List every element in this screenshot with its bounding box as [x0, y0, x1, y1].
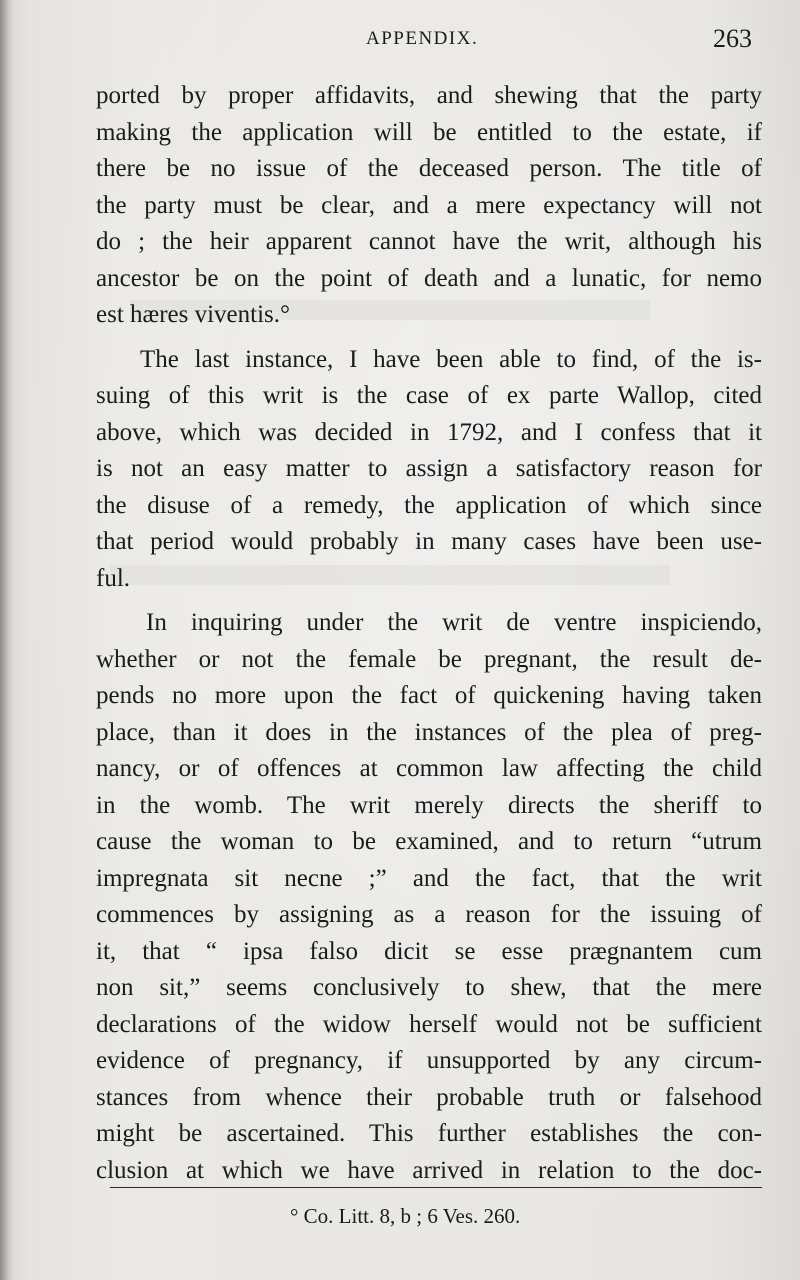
body-text — [96, 78, 762, 1189]
text-line: commences by assigning as a reason for the issuing of — [96, 901, 762, 928]
text-line: that period would probably in many cases have been use- — [96, 528, 762, 555]
footnote-rule — [110, 1187, 762, 1188]
text-line: ancestor be on the point of death and a lunatic, for nemo — [96, 264, 762, 292]
text-line: above, which was decided in 1792, and I confess that it — [96, 418, 762, 446]
text-line: ported by proper affidavits, and shewing that the party — [96, 82, 762, 109]
page-number: 263 — [713, 24, 752, 53]
text-line: cause the woman to be examined, and to return “utrum — [96, 828, 762, 855]
text-line: place, than it does in the instances of the plea of preg- — [96, 718, 762, 746]
text-line: stances from whence their probable truth or falsehood — [96, 1083, 762, 1111]
running-head — [0, 24, 800, 64]
text-line: there be no issue of the deceased person. The title of — [96, 155, 762, 182]
text-line: the party must be clear, and a mere expectancy will not — [96, 191, 762, 219]
text-line: in the womb. The writ merely directs the sheriff to — [96, 791, 762, 819]
text-line: the disuse of a remedy, the application of which since — [96, 491, 762, 519]
text-line: non sit,” seems conclusively to shew, that the mere — [96, 974, 762, 1001]
text-line: impregnata sit necne ;” and the fact, that the writ — [96, 864, 762, 892]
text-line: suing of this writ is the case of ex parte Wallop, cited — [96, 382, 762, 409]
text-line: nancy, or of offences at common law affecting the child — [96, 755, 762, 782]
page-binding-shadow — [0, 0, 14, 1280]
text-line: pends no more upon the fact of quickening having taken — [96, 682, 762, 709]
text-line: In inquiring under the writ de ventre inspiciendo, — [146, 609, 762, 636]
text-line: might be ascertained. This further establishes the con- — [96, 1120, 762, 1147]
text-line: ful. — [96, 564, 131, 592]
running-title: APPENDIX. — [366, 28, 479, 49]
text-line: it, that “ ipsa falso dicit se esse prægnantem cum — [96, 937, 762, 965]
text-line: making the application will be entitled to the estate, if — [96, 118, 762, 146]
text-line: The last instance, I have been able to find, of the is- — [140, 345, 762, 373]
text-line: declarations of the widow herself would not be sufficient — [96, 1010, 762, 1038]
footnote: ° Co. Litt. 8, b ; 6 Ves. 260. — [290, 1204, 521, 1228]
text-line: clusion at which we have arrived in relation to the doc- — [96, 1156, 762, 1184]
text-line: est hæres viventis.° — [96, 301, 291, 328]
text-line: evidence of pregnancy, if unsupported by any circum- — [96, 1047, 762, 1074]
text-line: whether or not the female be pregnant, the result de- — [96, 645, 762, 673]
text-line: is not an easy matter to assign a satisfactory reason for — [96, 455, 762, 482]
text-line: do ; the heir apparent cannot have the writ, although his — [96, 228, 762, 255]
